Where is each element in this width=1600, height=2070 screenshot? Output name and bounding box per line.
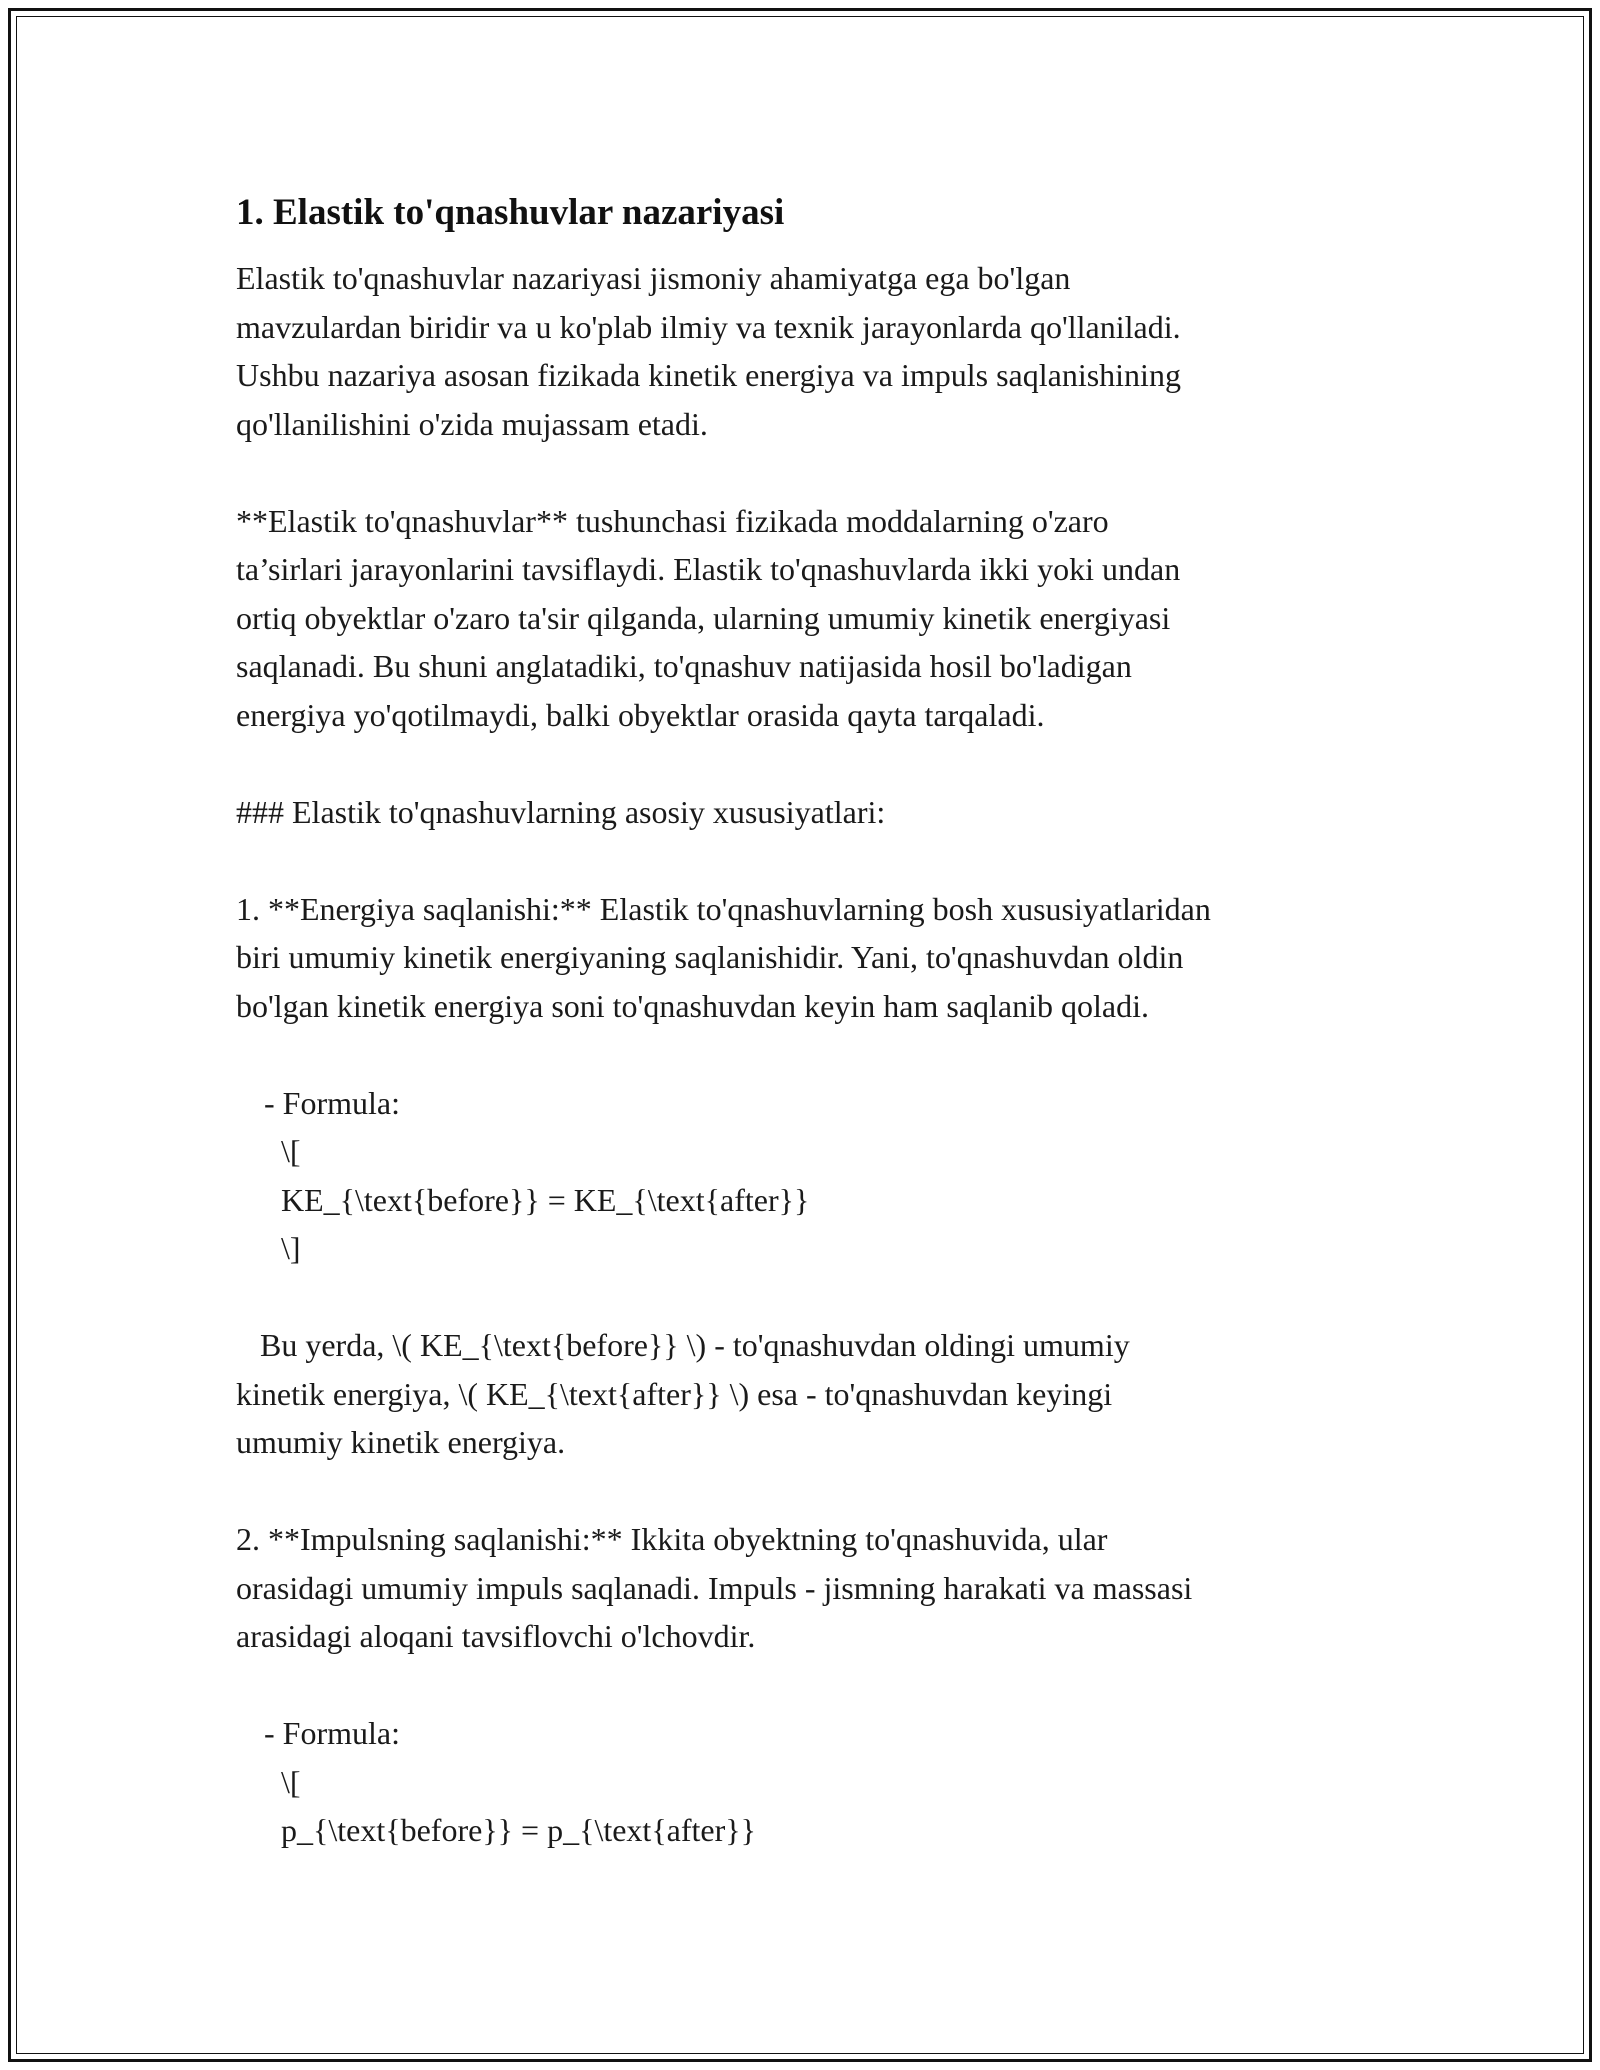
section-heading: 1. Elastik to'qnashuvlar nazariyasi xyxy=(236,192,785,233)
spacer xyxy=(236,1467,1366,1516)
list-item-energy: 1. **Energiya saqlanishi:** Elastik to'qnashuvlarning bosh xususiyatlaridan biri umumiy kinetik energiyaning saqlanishidir. Yani, to'qnashuvdan oldin bo'lgan kinetik energiya soni to'qnashuvdan keyin ham saqlanib qoladi. xyxy=(236,890,1211,1024)
spacer xyxy=(236,1661,1366,1710)
definition-paragraph: **Elastik to'qnashuvlar** tushunchasi fizikada moddalarning o'zaro ta’sirlari jarayonlarini tavsiflaydi. Elastik to'qnashuvlarda ikki yoki undan ortiq obyektlar o'zaro ta'sir qilganda, ularning umumiy kinetik energiyasi saqlanadi. Bu shuni anglatadiki, to'qnashuv natijasida hosil bo'ladigan energiya yo'qotilmaydi, balki obyektlar orasida qayta tarqaladi. xyxy=(236,502,1181,733)
spacer xyxy=(236,448,1366,497)
formula-open-bracket: \[ xyxy=(281,1763,301,1800)
formula-close-bracket: \] xyxy=(281,1230,301,1266)
formula-block-energy xyxy=(236,1079,1366,1273)
formula-open-bracket: \[ xyxy=(281,1133,301,1169)
spacer xyxy=(236,1273,1366,1322)
spacer xyxy=(236,1030,1366,1079)
spacer xyxy=(236,836,1366,885)
formula-expression: KE_{\text{before}} = KE_{\text{after}} xyxy=(281,1181,810,1218)
formula-block-impulse xyxy=(236,1709,1366,1855)
document-body xyxy=(236,188,1366,1855)
formula-expression: p_{\text{before}} = p_{\text{after}} xyxy=(281,1812,756,1848)
formula-label: - Formula: xyxy=(264,1084,400,1121)
subheading-line: ### Elastik to'qnashuvlarning asosiy xususiyatlari: xyxy=(236,793,886,830)
list-item-impulse: 2. **Impulsning saqlanishi:** Ikkita obyektning to'qnashuvida, ular orasidagi umumiy impuls saqlanadi. Impuls - jismning harakati va massasi arasidagi aloqani tavsiflovchi o'lchovdir. xyxy=(236,1521,1193,1654)
energy-explanation: Bu yerda, \( KE_{\text{before}} \) - to'qnashuvdan oldingi umumiy kinetik energiya, \( KE_{\text{after}} \) esa - to'qnashuvdan keyingi umumiy kinetik energiya. xyxy=(236,1327,1130,1460)
intro-paragraph: Elastik to'qnashuvlar nazariyasi jismoniy ahamiyatga ega bo'lgan mavzulardan biridir va u ko'plab ilmiy va texnik jarayonlarda qo'llaniladi. Ushbu nazariya asosan fizikada kinetik energiya va impuls saqlanishining qo'llanilishini o'zida mujassam etadi. xyxy=(236,260,1181,442)
formula-label: - Formula: xyxy=(264,1715,400,1751)
spacer xyxy=(236,739,1366,788)
